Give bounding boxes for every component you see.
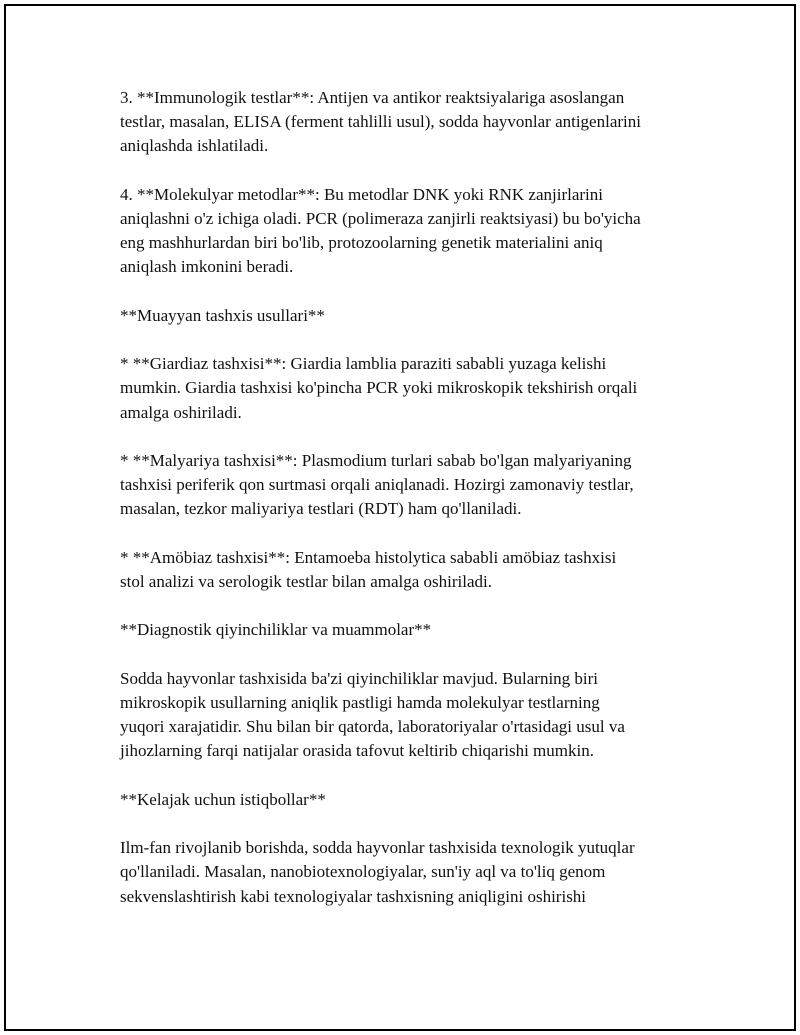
paragraph-molekulyar-metodlar — [120, 183, 700, 280]
text-line: testlar, masalan, ELISA (ferment tahlilli usul), sodda hayvonlar antigenlarini — [120, 112, 641, 132]
text-line: **Muayyan tashxis usullari** — [120, 305, 325, 325]
text-line: **Kelajak uchun istiqbollar** — [120, 789, 326, 809]
text-line: aniqlashda ishlatiladi. — [120, 136, 269, 156]
paragraph-amobiaz — [120, 546, 700, 594]
paragraph-giardiaz — [120, 352, 700, 425]
text-line: amalga oshiriladi. — [120, 402, 242, 422]
document-page — [4, 4, 796, 1031]
text-line: mumkin. Giardia tashxisi ko'pincha PCR yoki mikroskopik tekshirish orqali — [120, 378, 638, 398]
section-heading-kelajak — [120, 788, 700, 812]
text-line: mikroskopik usullarning aniqlik pastligi hamda molekulyar testlarning — [120, 692, 600, 712]
paragraph-kelajak — [120, 836, 700, 909]
text-line: * **Malyariya tashxisi**: Plasmodium turlari sabab bo'lgan malyariyaning — [120, 450, 632, 470]
section-heading-muayyan-tashxis — [120, 304, 700, 328]
text-line: Ilm-fan rivojlanib borishda, sodda hayvonlar tashxisida texnologik yutuqlar — [120, 838, 635, 858]
text-line: tashxisi periferik qon surtmasi orqali aniqlanadi. Hozirgi zamonaviy testlar, — [120, 475, 634, 495]
text-line: yuqori xarajatidir. Shu bilan bir qatorda, laboratoriyalar o'rtasidagi usul va — [120, 717, 625, 737]
paragraph-immunologik-testlar — [120, 86, 700, 159]
text-line: jihozlarning farqi natijalar orasida tafovut keltirib chiqarishi mumkin. — [120, 741, 594, 761]
text-line: stol analizi va serologik testlar bilan amalga oshiriladi. — [120, 571, 493, 591]
paragraph-qiyinchiliklar — [120, 667, 700, 764]
text-line: eng mashhurlardan biri bo'lib, protozoolarning genetik materialini aniq — [120, 233, 603, 253]
section-heading-diagnostik-qiyinchiliklar — [120, 618, 700, 642]
document-body — [120, 86, 700, 933]
text-line: 4. **Molekulyar metodlar**: Bu metodlar DNK yoki RNK zanjirlarini — [120, 184, 603, 204]
text-line: 3. **Immunologik testlar**: Antijen va antikor reaktsiyalariga asoslangan — [120, 88, 625, 107]
text-line: * **Giardiaz tashxisi**: Giardia lamblia paraziti sababli yuzaga kelishi — [120, 354, 607, 374]
paragraph-malyariya — [120, 449, 700, 522]
text-line: masalan, tezkor maliyariya testlari (RDT) ham qo'llaniladi. — [120, 499, 522, 519]
text-line: * **Amöbiaz tashxisi**: Entamoeba histolytica sababli amöbiaz tashxisi — [120, 547, 617, 567]
text-line: **Diagnostik qiyinchiliklar va muammolar** — [120, 620, 432, 640]
text-line: Sodda hayvonlar tashxisida ba'zi qiyinchiliklar mavjud. Bularning biri — [120, 668, 599, 688]
text-line: aniqlash imkonini beradi. — [120, 257, 294, 277]
text-line: aniqlashni o'z ichiga oladi. PCR (polimeraza zanjirli reaktsiyasi) bu bo'yicha — [120, 209, 641, 228]
text-line: sekvenslashtirish kabi texnologiyalar tashxisning aniqligini oshirishi — [120, 886, 587, 906]
text-line: qo'llaniladi. Masalan, nanobiotexnologiyalar, sun'iy aql va to'liq genom — [120, 862, 606, 882]
